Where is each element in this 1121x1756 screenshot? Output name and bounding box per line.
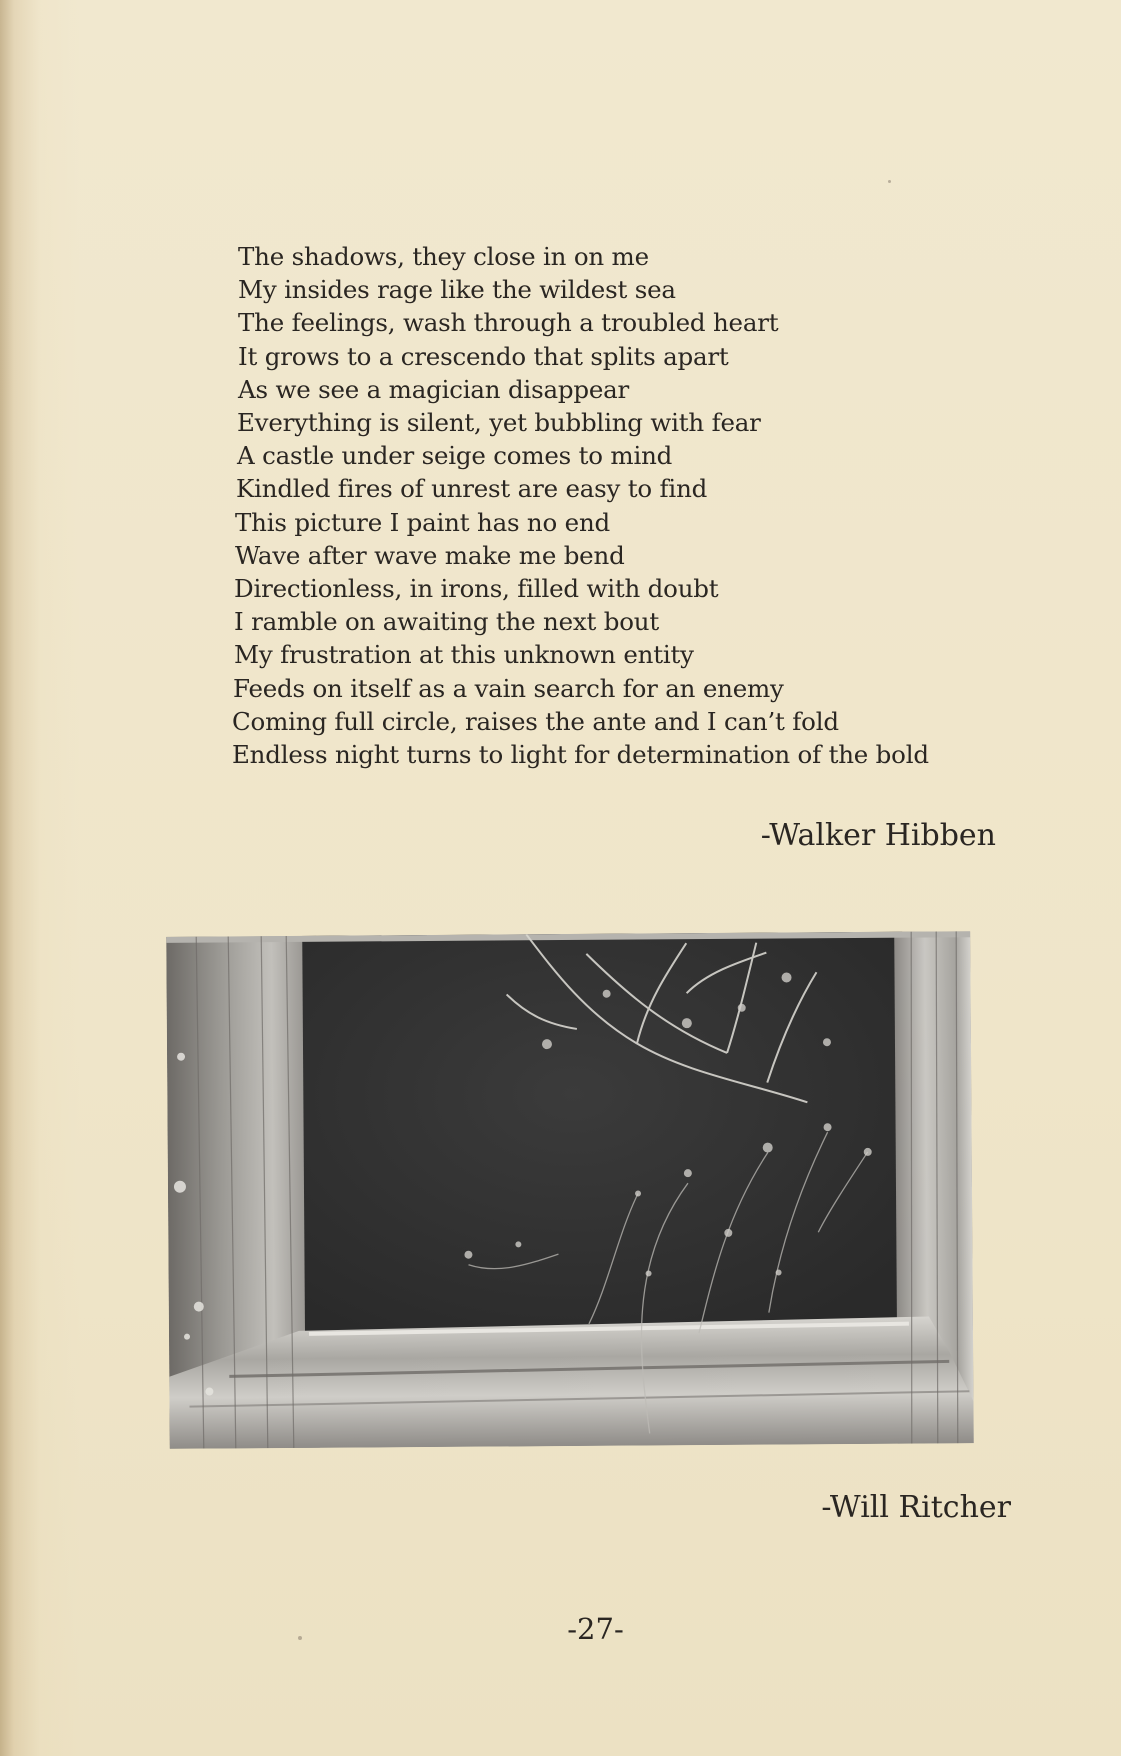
poem-line: This picture I paint has no end — [235, 507, 611, 537]
paper-speck — [888, 180, 891, 183]
poem-line: Feeds on itself as a vain search for an enemy — [233, 673, 784, 703]
poem-line: Wave after wave make me bend — [235, 540, 625, 570]
poem-line: I ramble on awaiting the next bout — [234, 607, 659, 637]
poem-author: -Walker Hibben — [760, 818, 996, 853]
poem-line: A castle under seige comes to mind — [237, 441, 673, 471]
poem-text — [232, 240, 1032, 771]
poem-line: Endless night turns to light for determination of the bold — [232, 740, 929, 770]
poem-line: Kindled fires of unrest are easy to find — [236, 474, 708, 504]
poem-line: As we see a magician disappear — [238, 374, 630, 404]
poem-line: My frustration at this unknown entity — [234, 640, 694, 670]
page-number: -27- — [567, 1612, 624, 1646]
poem-line: Everything is silent, yet bubbling with fear — [237, 408, 761, 438]
poem-line: It grows to a crescendo that splits apart — [238, 341, 729, 371]
poem-line: Coming full circle, raises the ante and I can’t fold — [232, 706, 839, 736]
photo-credit: -Will Ritcher — [821, 1490, 1011, 1525]
window-photograph — [166, 931, 974, 1449]
poem-line: The shadows, they close in on me — [238, 242, 649, 271]
paper-speck — [298, 1636, 302, 1640]
poem-line: My insides rage like the wildest sea — [238, 275, 676, 305]
poem-line: Directionless, in irons, filled with doubt — [234, 574, 719, 604]
poem-line: The feelings, wash through a troubled heart — [238, 308, 779, 338]
